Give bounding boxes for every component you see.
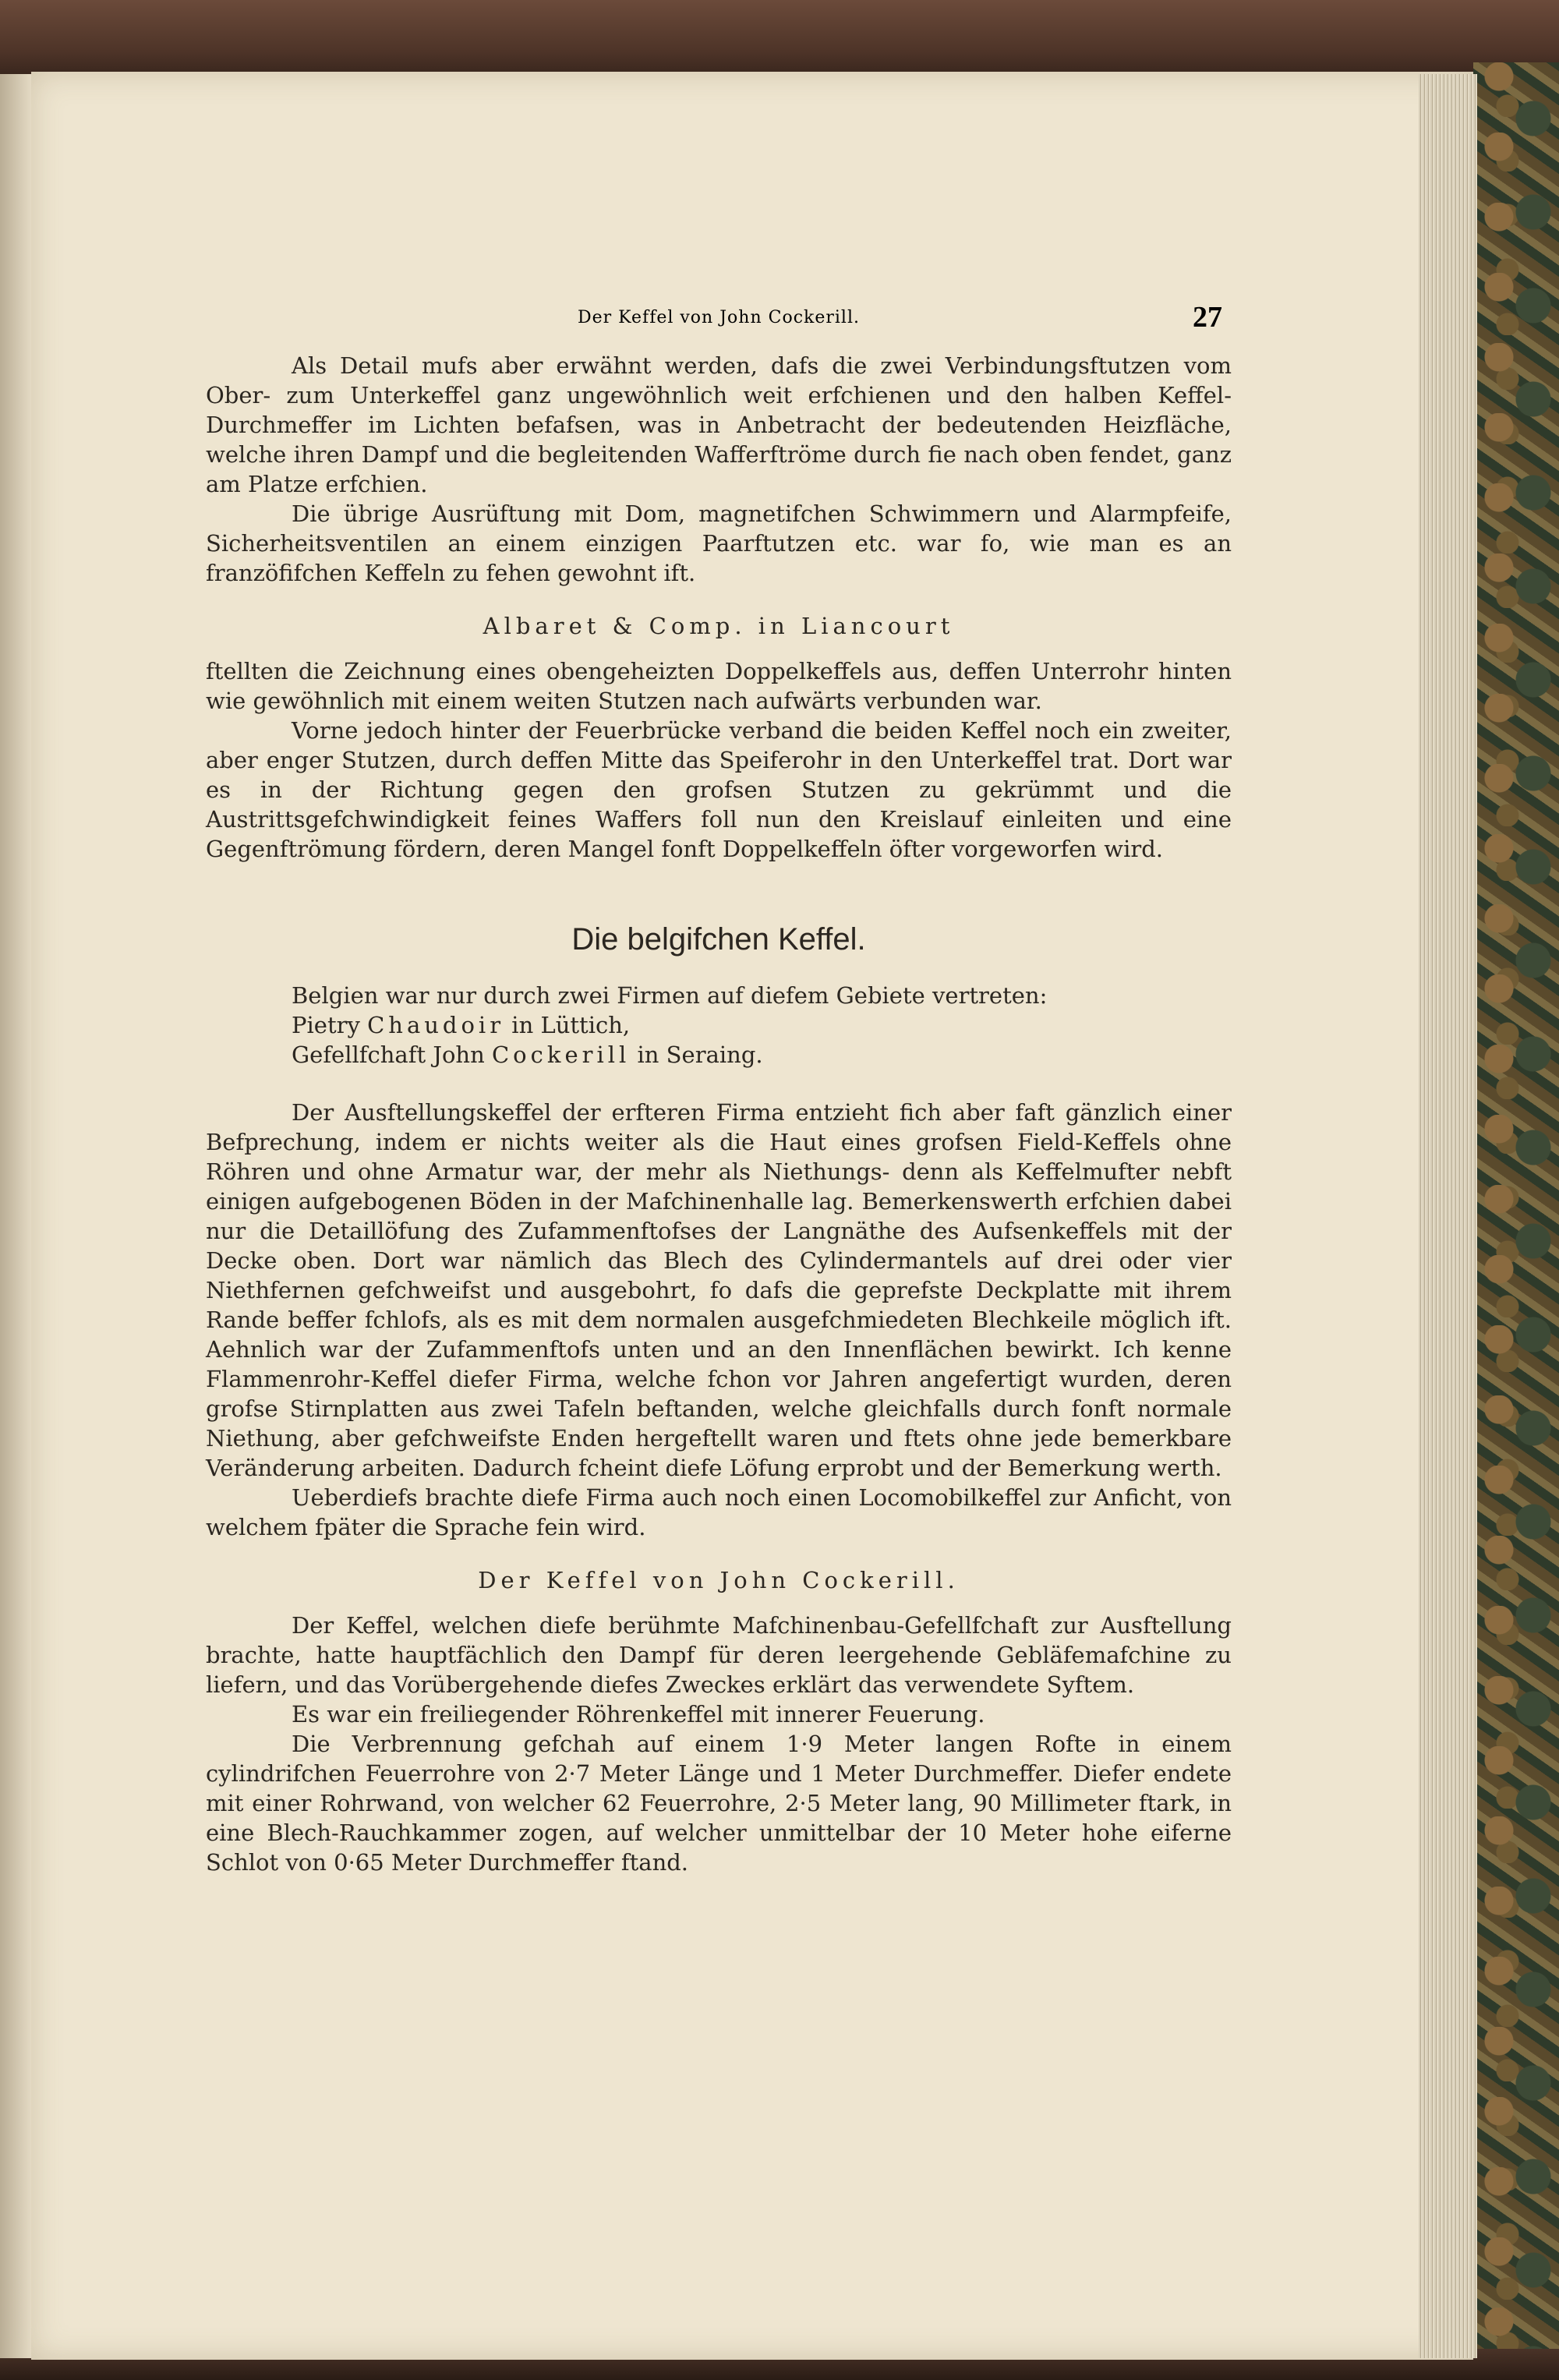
- page-stack-edges: [1419, 74, 1477, 2358]
- firm-1-spaced-name: Chaudoir: [367, 1012, 505, 1038]
- paragraph-intro-1: Als Detail mufs aber erwähnt werden, dafs die zwei Verbindungsftutzen vom Ober- zum Unterkeffel ganz ungewöhnlich weit erfchienen und den halben Keffel-Durchmeffer im Lichten befafsen, was in Anbetracht der bedeutenden Heizfläche, welche ihren Dampf und die begleitenden Wafferftröme durch fie nach oben fendet, ganz am Platze erfchien.: [206, 352, 1232, 497]
- marbled-cover-edge: [1473, 62, 1559, 2354]
- firm-item-chaudoir: [206, 1010, 1232, 1040]
- page-number: 27: [1193, 301, 1222, 334]
- firm-2-name: Gefellfchaft John: [292, 1041, 485, 1068]
- firm-2-spaced-name: Cockerill: [491, 1041, 631, 1068]
- albaret-paragraph-2: Vorne jedoch hinter der Feuerbrücke verband die beiden Keffel noch ein zweiter, aber enger Stutzen, durch deffen Mitte das Speiferohr in den Unterkeffel trat. Dort war es in der Richtung gegen den grofsen Stutzen zu gekrümmt und die Austrittsgefchwindigkeit feines Waffers foll nun den Kreislauf einleiten und eine Gegenftrömung fördern, deren Mangel fonft Doppelkeffeln öfter vorgeworfen wird.: [206, 717, 1232, 862]
- firm-2-place: in Seraing.: [637, 1041, 763, 1068]
- cockerill-paragraph-2: Es war ein freiliegender Röhrenkeffel mit innerer Feuerung.: [292, 1701, 985, 1728]
- albaret-heading: Albaret & Comp. in Liancourt: [483, 613, 955, 639]
- cockerill-paragraph-3: Die Verbrennung gefchah auf einem 1·9 Meter langen Rofte in einem cylindrifchen Feuerrohre von 2·7 Meter Länge und 1 Meter Durchmeffer. Diefer endete mit einer Rohrwand, von welcher 62 Feuerrohre, 2·5 Meter lang, 90 Millimeter ftark, in eine Blech-Rauchkammer zogen, auf welcher unmittelbar der 10 Meter hohe eiferne Schlot von 0·65 Meter Durchmeffer ftand.: [206, 1731, 1232, 1876]
- running-head: Der Keffel von John Cockerill.: [578, 308, 860, 327]
- cockerill-heading: Der Keffel von John Cockerill.: [478, 1567, 960, 1593]
- belgian-paragraph-1: Der Ausftellungskeffel der erfteren Firma entzieht fich aber faft gänzlich einer Befprechung, indem er nichts weiter als die Haut eines grofsen Field-Keffels ohne Röhren und ohne Armatur war, der mehr als Niethungs- denn als Keffelmufter nebft einigen aufgebogenen Böden in der Mafchinenhalle lag. Bemerkenswerth erfchien dabei nur die Detaillöfung des Zufammenftofses der Langnäthe des Aufsenkeffels mit der Decke oben. Dort war nämlich das Blech des Cylindermantels auf drei oder vier Niethfernen gefchweifst und ausgebohrt, fo dafs die geprefste Deckplatte mit ihrem Rande beffer fchlofs, als es mit dem normalen ausgefchmiedeten Blechkeile möglich ift. Aehnlich war der Zufammenftofs unten und an den Innenflächen bewirkt. Ich kenne Flammenrohr-Keffel diefer Firma, welche fchon vor Jahren angefertigt wurden, deren grofse Stirnplatten aus zwei Tafeln beftanden, welche gleichfalls durch fonft normale Niethung, aber gefchweifste Enden hergeftellt waren und ftets ohne jede bemerkbare Veränderung arbeiten. Dadurch fcheint diefe Löfung erprobt und der Bemerkung werth.: [206, 1099, 1232, 1481]
- firm-list: [206, 1010, 1232, 1070]
- cockerill-paragraph-1: Der Keffel, welchen diefe berühmte Mafchinenbau-Gefellfchaft zur Ausftellung brachte, hatte hauptfächlich den Dampf für deren leergehende Gebläfemafchine zu liefern, und das Vorübergehende diefes Zweckes erklärt das verwendete Syftem.: [206, 1612, 1232, 1698]
- previous-page-edge: [0, 74, 34, 2358]
- paragraph-intro-2: Die übrige Ausrüftung mit Dom, magnetifchen Schwimmern und Alarmpfeife, Sicherheitsventilen an einem einzigen Paarftutzen etc. war fo, wie man es an franzöfifchen Keffeln zu fehen gewohnt ift.: [206, 500, 1232, 586]
- belgian-intro: Belgien war nur durch zwei Firmen auf diefem Gebiete vertreten:: [292, 982, 1048, 1009]
- belgian-paragraph-2: Ueberdiefs brachte diefe Firma auch noch einen Locomobilkeffel zur Anficht, von welchem fpäter die Sprache fein wird.: [206, 1484, 1232, 1540]
- firm-1-name: Pietry: [292, 1012, 360, 1038]
- firm-1-place: in Lüttich,: [511, 1012, 631, 1038]
- firm-item-cockerill: [206, 1040, 1232, 1070]
- albaret-paragraph-1: ftellten die Zeichnung eines obengeheizten Doppelkeffels aus, deffen Unterrohr hinten wie gewöhnlich mit einem weiten Stutzen nach aufwärts verbunden war.: [206, 658, 1232, 714]
- page-text: [206, 296, 1232, 1877]
- belgian-section-title: Die belgifchen Keffel.: [571, 922, 866, 957]
